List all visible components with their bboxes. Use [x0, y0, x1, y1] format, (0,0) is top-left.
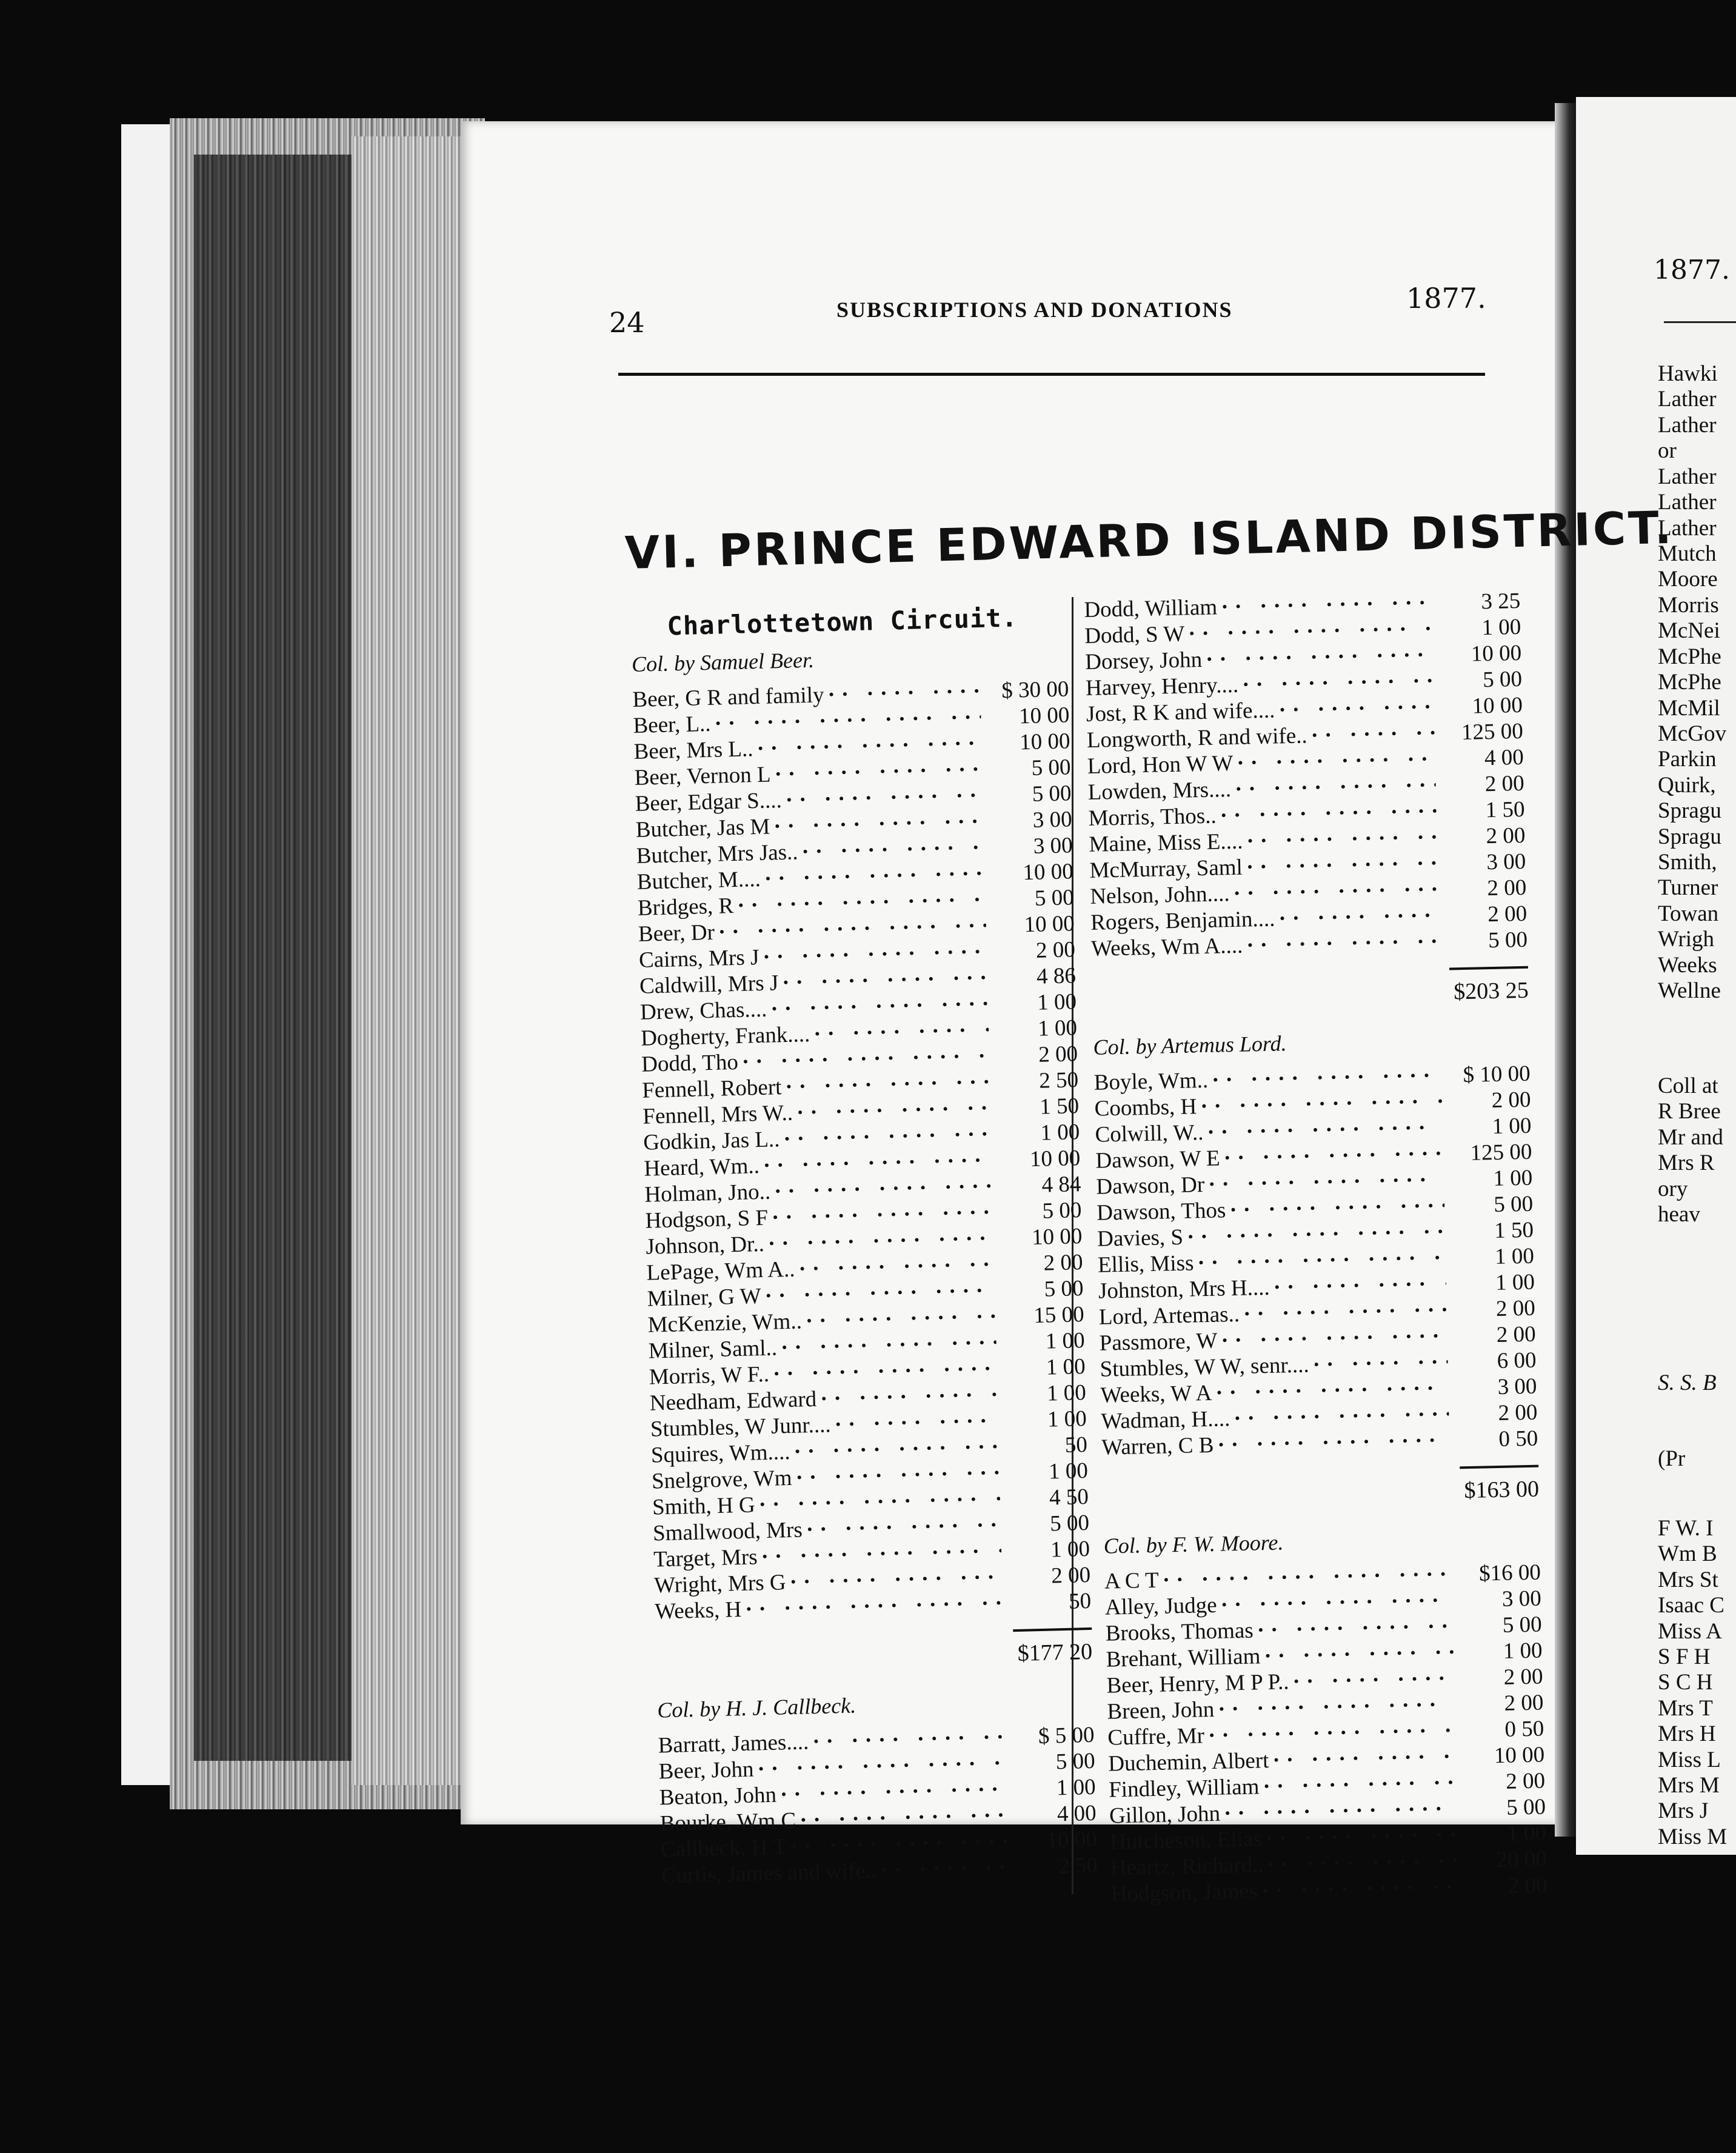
- subscription-amount: 1 00: [1481, 614, 1521, 641]
- subscriber-name: Lowden, Mrs....: [1087, 776, 1232, 805]
- subscription-amount: 10 00: [1471, 640, 1522, 667]
- subscription-amount: 1 00: [1048, 1458, 1089, 1484]
- facing-page-line: S C H: [1658, 1670, 1713, 1695]
- facing-page-line: ory: [1658, 1177, 1688, 1201]
- subscriber-name: Johnston, Mrs H....: [1098, 1275, 1270, 1304]
- subscriber-name: LePage, Wm A..: [646, 1257, 795, 1286]
- facing-page-line: Hawki: [1658, 361, 1718, 386]
- dot-leader: [1235, 772, 1436, 803]
- subscriber-name: Dawson, W E: [1095, 1146, 1221, 1173]
- subscriber-name: Weeks, Wm A....: [1090, 933, 1243, 961]
- subscription-amount: 4 50: [1049, 1484, 1089, 1510]
- subscriber-name: Drew, Chas....: [639, 996, 767, 1025]
- dot-leader: [1312, 1349, 1448, 1378]
- right-column: [1084, 588, 1547, 1908]
- dot-leader: [1310, 720, 1435, 749]
- subscription-amount: 4 00: [1057, 1800, 1097, 1827]
- subscription-amount: 2 00: [1035, 937, 1076, 963]
- subscription-amount: 4 84: [1041, 1172, 1081, 1198]
- dot-leader: [1265, 1822, 1458, 1852]
- subscription-amount: 10 00: [1472, 692, 1523, 719]
- subscription-amount: 1 00: [1503, 1638, 1543, 1664]
- dot-leader: [1246, 824, 1437, 855]
- facing-page-line: heav: [1658, 1202, 1700, 1227]
- facing-page-line: Parkin: [1658, 747, 1717, 772]
- subscriber-name: Findley, William: [1108, 1774, 1260, 1803]
- subscriber-name: Cairns, Mrs J: [638, 944, 760, 973]
- subscriber-name: Fennell, Mrs W..: [642, 1100, 793, 1129]
- subscription-amount: 3 00: [1033, 833, 1073, 859]
- subscription-amount: 2 00: [1503, 1664, 1543, 1690]
- subscriber-name: McMurray, Saml: [1089, 855, 1243, 883]
- facing-page-line: Mrs H: [1658, 1721, 1716, 1746]
- subscriber-name: Beer, John: [658, 1757, 754, 1784]
- subscriber-name: Brehant, William: [1106, 1644, 1261, 1672]
- subscription-amount: 10 00: [1024, 911, 1075, 938]
- subscriber-name: Beer, Mrs L..: [633, 736, 753, 764]
- facing-page-line: McGov: [1658, 721, 1727, 746]
- subscriber-name: Rogers, Benjamin....: [1090, 906, 1275, 935]
- header-rule: [618, 373, 1485, 376]
- subscription-amount: 1 00: [1492, 1113, 1532, 1140]
- subscription-amount: 5 00: [1482, 666, 1523, 693]
- collection-total: $163 00: [1464, 1476, 1540, 1504]
- subscription-amount: 5 00: [1487, 927, 1528, 953]
- subscriber-name: Heard, Wm..: [643, 1153, 760, 1181]
- dot-leader: [1243, 1297, 1447, 1327]
- subscriber-name: Harvey, Henry....: [1085, 672, 1239, 701]
- subscription-amount: 3 00: [1032, 807, 1073, 833]
- subscriber-name: Dawson, Thos: [1096, 1198, 1226, 1226]
- subscription-list: [632, 676, 1092, 1624]
- subscriber-name: Maine, Miss E....: [1089, 829, 1243, 857]
- facing-page-line: Miss A: [1658, 1619, 1722, 1644]
- subscriber-name: Stumbles, W W, senr....: [1100, 1352, 1310, 1382]
- subscriber-name: Dogherty, Frank....: [640, 1021, 810, 1051]
- subscription-amount: 2 00: [1486, 823, 1526, 849]
- subscriber-name: Stumbles, W Junr....: [650, 1412, 832, 1442]
- facing-page-line: F W. I: [1658, 1516, 1714, 1541]
- subscription-amount: 5 00: [1031, 755, 1071, 781]
- facing-page-line: Spragu: [1658, 798, 1721, 823]
- subscription-amount: 2 00: [1038, 1041, 1078, 1067]
- book-gutter: [1555, 103, 1579, 1837]
- subscription-amount: 4 00: [1484, 744, 1524, 771]
- facing-page-line: Miss L: [1658, 1747, 1721, 1772]
- subscriber-name: Passmore, W: [1099, 1328, 1218, 1356]
- subscriber-name: Squires, Wm....: [650, 1439, 790, 1468]
- subscription-amount: 2 00: [1495, 1295, 1536, 1322]
- collection-total: $177 20: [1017, 1638, 1093, 1666]
- subscription-amount: 10 00: [1018, 703, 1070, 729]
- dot-leader: [813, 1017, 989, 1047]
- facing-page-line: Lather: [1658, 464, 1717, 489]
- dot-leader: [1273, 1271, 1446, 1301]
- subscriber-name: Needham, Edward: [649, 1386, 817, 1416]
- subscription-amount: 1 50: [1494, 1217, 1534, 1244]
- subscription-amount: 5 00: [1032, 781, 1072, 807]
- subscription-amount: 1 00: [1495, 1269, 1535, 1296]
- facing-page-line: Turner: [1658, 875, 1718, 900]
- subscription-amount: 2 00: [1504, 1690, 1544, 1716]
- facing-page-line: Towan: [1658, 901, 1719, 926]
- subscriber-name: Weeks, W A: [1100, 1380, 1212, 1408]
- facing-page-line: Mrs J: [1658, 1798, 1709, 1823]
- subscription-amount: 2 00: [1491, 1087, 1531, 1113]
- subscriber-name: Colwill, W..: [1095, 1120, 1204, 1147]
- subscriber-name: Dodd, S W: [1084, 621, 1185, 649]
- subscription-amount: 5 00: [1055, 1748, 1096, 1775]
- subscription-amount: 2 00: [1496, 1321, 1537, 1348]
- subscription-list: [658, 1722, 1098, 1889]
- dot-leader: [1233, 876, 1438, 907]
- subscription-amount: 1 00: [1050, 1536, 1090, 1563]
- facing-page-line: Weeks: [1658, 953, 1717, 978]
- subscriber-name: Beer, Edgar S....: [635, 787, 783, 816]
- facing-page-year: 1877.: [1654, 255, 1730, 285]
- collection-total: $203 25: [1453, 977, 1529, 1005]
- subscriber-name: A C T: [1104, 1567, 1160, 1594]
- subscription-amount: 10 00: [1022, 859, 1074, 886]
- subscriber-name: Wadman, H....: [1101, 1406, 1230, 1434]
- subscription-amount: 2 00: [1487, 901, 1527, 927]
- facing-page-line: Lather: [1658, 490, 1717, 515]
- subscriber-name: Nelson, John....: [1089, 881, 1230, 909]
- subscriber-name: Holman, Jno..: [644, 1179, 771, 1207]
- subscription-amount: 125 00: [1461, 718, 1524, 745]
- collector-heading: Col. by Samuel Beer.: [631, 647, 815, 676]
- subscription-amount: 1 50: [1039, 1093, 1080, 1120]
- total-rule: [1449, 966, 1528, 970]
- facing-page-line: S F H: [1658, 1644, 1711, 1669]
- dot-leader: [1264, 1640, 1454, 1670]
- dot-leader: [1221, 590, 1432, 620]
- subscriber-name: Alley, Judge: [1104, 1592, 1217, 1620]
- subscriber-name: Barratt, James....: [658, 1729, 809, 1758]
- subscription-amount: 2 50: [1038, 1067, 1079, 1093]
- dot-leader: [745, 1590, 1003, 1622]
- subscription-amount: $16 00: [1478, 1560, 1541, 1586]
- dot-leader: [1263, 1770, 1457, 1800]
- subscription-amount: 2 00: [1043, 1250, 1083, 1276]
- subscription-amount: 125 00: [1470, 1139, 1532, 1166]
- dot-leader: [1229, 1193, 1445, 1223]
- facing-page-line: R Bree: [1658, 1099, 1721, 1124]
- dot-leader: [1261, 1874, 1459, 1904]
- subscription-amount: 2 00: [1484, 770, 1525, 797]
- facing-page-line: Quirk,: [1658, 773, 1716, 798]
- subscription-amount: $ 30 00: [1001, 676, 1069, 704]
- subscription-amount: 5 00: [1034, 885, 1075, 911]
- subscription-list: [1104, 1560, 1548, 1908]
- facing-page-line: Smith,: [1658, 850, 1717, 875]
- subscription-amount: 2 00: [1507, 1872, 1548, 1898]
- running-year: 1877.: [1406, 282, 1486, 315]
- facing-page-rule: [1664, 321, 1736, 323]
- subscriber-name: Morris, Thos..: [1088, 803, 1217, 831]
- subscriber-name: Dodd, Tho: [641, 1049, 739, 1077]
- subscriber-name: Lord, Artemas..: [1098, 1301, 1240, 1330]
- subscriber-name: Smallwood, Mrs: [652, 1517, 803, 1546]
- subscriber-name: Curtis, James and wife..: [661, 1858, 877, 1889]
- subscriber-name: Caldwill, Mrs J: [639, 970, 779, 999]
- dot-leader: [880, 1854, 1009, 1883]
- subscription-amount: 2 00: [1050, 1562, 1091, 1589]
- dot-leader: [820, 1382, 998, 1412]
- subscriber-name: Wright, Mrs G: [653, 1570, 787, 1598]
- subscription-amount: 10 00: [1029, 1146, 1081, 1172]
- subscription-list: [1084, 588, 1527, 962]
- subscriber-name: Ellis, Miss: [1097, 1250, 1194, 1278]
- subscriber-name: Milner, G W: [647, 1284, 762, 1312]
- subscriber-name: Fennell, Robert: [641, 1075, 782, 1103]
- total-rule: [1460, 1465, 1538, 1469]
- page-number: 24: [609, 306, 645, 339]
- dot-leader: [827, 678, 981, 708]
- subscriber-name: Smith, H G: [652, 1492, 756, 1520]
- facing-page-line: Wm B: [1658, 1541, 1717, 1566]
- subscriber-name: Beaton, John: [659, 1782, 777, 1811]
- facing-page-line: McMil: [1658, 696, 1720, 721]
- total-rule: [1013, 1627, 1092, 1632]
- subscription-list: [1093, 1061, 1538, 1461]
- subscriber-name: Butcher, Jas M: [635, 814, 770, 843]
- subscription-amount: $ 10 00: [1463, 1061, 1531, 1088]
- page-stack-edges: [170, 118, 485, 1809]
- subscriber-name: Beer, Vernon L: [634, 762, 772, 790]
- subscription-amount: 1 00: [1493, 1165, 1533, 1192]
- subscription-amount: 6 00: [1497, 1347, 1537, 1374]
- subscriber-name: Cuffre, Mr: [1107, 1723, 1205, 1751]
- facing-page-line: Mrs M: [1658, 1773, 1720, 1798]
- subscription-amount: 5 00: [1493, 1191, 1534, 1218]
- subscriber-name: Dodd, William: [1084, 595, 1218, 623]
- subscriber-name: Butcher, M....: [636, 866, 761, 895]
- subscription-amount: 2 50: [1058, 1852, 1098, 1879]
- subscriber-name: Heartz, Richard..: [1110, 1852, 1264, 1881]
- subscriber-name: Warren, C B: [1101, 1432, 1214, 1460]
- dot-leader: [1246, 929, 1440, 959]
- subscription-amount: 10 00: [1031, 1224, 1083, 1250]
- subscription-amount: 10 00: [1019, 729, 1070, 755]
- facing-page-line: Morris: [1658, 593, 1719, 618]
- subscriber-name: Breen, John: [1107, 1697, 1215, 1724]
- subscriber-name: Beer, G R and family: [632, 683, 824, 712]
- subscriber-name: Butcher, Mrs Jas..: [636, 840, 798, 869]
- facing-page-line: Lather: [1658, 516, 1717, 541]
- subscription-amount: 1 00: [1037, 1015, 1078, 1041]
- subscriber-name: Target, Mrs: [653, 1544, 758, 1572]
- subscriber-name: Beer, Dr: [638, 920, 715, 947]
- subscription-amount: 50: [1064, 1432, 1088, 1458]
- subscriber-name: Bridges, R: [637, 893, 734, 921]
- subscriber-name: Duchemin, Albert: [1107, 1748, 1269, 1777]
- subscriber-name: Morris, W F..: [649, 1361, 770, 1390]
- subscriber-name: Davies, S: [1097, 1224, 1184, 1252]
- subscriber-name: Dawson, Dr: [1095, 1172, 1205, 1200]
- subscriber-name: Hodgson, James: [1110, 1878, 1258, 1907]
- facing-page-line: Isaac C: [1658, 1593, 1724, 1618]
- facing-page-line: Mrs R: [1658, 1150, 1715, 1175]
- subscription-amount: 1 00: [1040, 1120, 1080, 1146]
- left-column: [630, 601, 1098, 1889]
- dot-leader: [1234, 1401, 1449, 1432]
- dot-leader: [805, 1304, 996, 1335]
- facing-page-line: Wrigh: [1658, 927, 1715, 952]
- district-heading: VI. PRINCE EDWARD ISLAND DISTRICT.: [624, 501, 1675, 579]
- subscriber-name: Brooks, Thomas: [1105, 1618, 1254, 1646]
- dot-leader: [1278, 694, 1434, 723]
- subscription-amount: 0 50: [1498, 1426, 1538, 1452]
- subscriber-name: Gillon, John: [1109, 1801, 1221, 1829]
- dot-leader: [1242, 668, 1434, 698]
- subscriber-name: Johnson, Dr..: [646, 1231, 765, 1260]
- facing-page-line: McNei: [1658, 618, 1720, 643]
- subscriber-name: Coombs, H: [1094, 1094, 1197, 1121]
- dot-leader: [1220, 798, 1437, 829]
- subscription-amount: 1 00: [1056, 1774, 1097, 1801]
- subscriber-name: Callbeck, H T: [660, 1834, 787, 1863]
- subscription-amount: 1 00: [1506, 1820, 1547, 1846]
- subscription-amount: 5 00: [1506, 1794, 1546, 1820]
- subscriber-name: Godkin, Jas L..: [643, 1127, 780, 1155]
- subscription-amount: 1 50: [1485, 796, 1525, 823]
- dot-leader: [1257, 1614, 1454, 1644]
- subscription-amount: 10 00: [1494, 1742, 1545, 1769]
- facing-page-line: Mrs St: [1658, 1567, 1718, 1592]
- facing-page-line: or: [1658, 438, 1677, 463]
- dot-leader: [1223, 1141, 1444, 1172]
- subscriber-name: Lord, Hon W W: [1087, 750, 1234, 779]
- subscription-amount: 1 00: [1046, 1354, 1086, 1380]
- subscription-amount: 50: [1068, 1588, 1092, 1614]
- dot-leader: [1267, 1848, 1458, 1878]
- facing-page-line: (Pr: [1658, 1446, 1686, 1471]
- circuit-heading: Charlottetown Circuit.: [666, 603, 1018, 641]
- dot-leader: [1237, 746, 1435, 776]
- collector-heading: Col. by Artemus Lord.: [1093, 1031, 1287, 1060]
- subscription-amount: 1 00: [1046, 1380, 1087, 1406]
- subscriber-name: Jost, R K and wife....: [1086, 698, 1275, 727]
- subscription-amount: 1 00: [1494, 1243, 1535, 1270]
- subscription-amount: 2 00: [1505, 1768, 1546, 1794]
- subscriber-name: Bourke, Wm C: [659, 1808, 796, 1837]
- dot-leader: [834, 1408, 998, 1438]
- subscription-amount: 3 25: [1481, 588, 1521, 615]
- dot-leader: [1272, 1744, 1457, 1774]
- facing-page-line: Lather: [1658, 387, 1717, 412]
- facing-page-line: Spragu: [1658, 824, 1721, 849]
- subscriber-name: Boyle, Wm..: [1093, 1067, 1209, 1095]
- dot-leader: [1278, 903, 1439, 932]
- subscription-amount: 2 00: [1487, 875, 1527, 901]
- subscriber-name: McKenzie, Wm..: [647, 1309, 803, 1338]
- subscriber-name: Beer, L..: [633, 711, 712, 738]
- dot-leader: [1292, 1666, 1455, 1695]
- subscription-amount: 5 00: [1049, 1510, 1090, 1537]
- subscription-amount: 15 00: [1033, 1302, 1085, 1329]
- subscription-amount: 3 00: [1486, 849, 1526, 875]
- facing-page-line: Mrs T: [1658, 1696, 1713, 1721]
- subscription-amount: $ 5 00: [1038, 1722, 1095, 1749]
- facing-page-line: Coll at: [1658, 1073, 1718, 1098]
- subscription-amount: 3 00: [1497, 1374, 1537, 1400]
- subscriber-name: Milner, Saml..: [648, 1335, 778, 1364]
- collector-heading: Col. by F. W. Moore.: [1103, 1530, 1284, 1558]
- collector-heading: Col. by H. J. Callbeck.: [656, 1693, 856, 1723]
- subscriber-name: Hodgson, S F: [645, 1205, 769, 1233]
- dot-leader: [1217, 1427, 1450, 1458]
- facing-page-line: Mutch: [1658, 541, 1717, 566]
- subscription-amount: 3 00: [1501, 1586, 1542, 1612]
- running-title: SUBSCRIPTIONS AND DONATIONS: [836, 298, 1233, 322]
- facing-page-line: Lather: [1658, 413, 1717, 438]
- subscription-amount: 0 50: [1504, 1716, 1544, 1742]
- facing-page-line: Mr and: [1658, 1125, 1723, 1150]
- facing-page-line: Wellne: [1658, 978, 1721, 1003]
- subscriber-name: Weeks, H: [654, 1597, 742, 1624]
- facing-page-line: Miss M: [1658, 1824, 1728, 1849]
- subscription-amount: 5 00: [1044, 1276, 1084, 1302]
- subscription-amount: 5 00: [1502, 1612, 1543, 1638]
- subscription-amount: 20 00: [1496, 1846, 1547, 1873]
- facing-page-line: McPhe: [1658, 644, 1721, 669]
- subscriber-name: Beer, Henry, M P P..: [1106, 1669, 1290, 1698]
- subscriber-name: Dorsey, John: [1084, 647, 1203, 675]
- subscription-amount: 1 00: [1045, 1328, 1086, 1354]
- subscription-amount: 1 00: [1047, 1406, 1087, 1432]
- subscription-amount: 4 86: [1036, 963, 1077, 989]
- subscriber-name: Longworth, R and wife..: [1086, 723, 1308, 753]
- facing-page-line: Moore: [1658, 567, 1718, 592]
- subscriber-name: Hutcheson, Elias: [1109, 1826, 1263, 1855]
- subscription-amount: 5 00: [1042, 1198, 1082, 1224]
- dot-leader: [801, 835, 984, 865]
- facing-page-line: S. S. B: [1658, 1370, 1717, 1395]
- subscription-amount: 1 00: [1037, 989, 1077, 1015]
- dot-leader: [1246, 850, 1437, 881]
- subscription-amount: 10 00: [1046, 1826, 1098, 1853]
- subscription-amount: 2 00: [1498, 1400, 1538, 1426]
- facing-page-line: McPhe: [1658, 670, 1721, 695]
- subscriber-name: Snelgrove, Wm: [651, 1465, 793, 1494]
